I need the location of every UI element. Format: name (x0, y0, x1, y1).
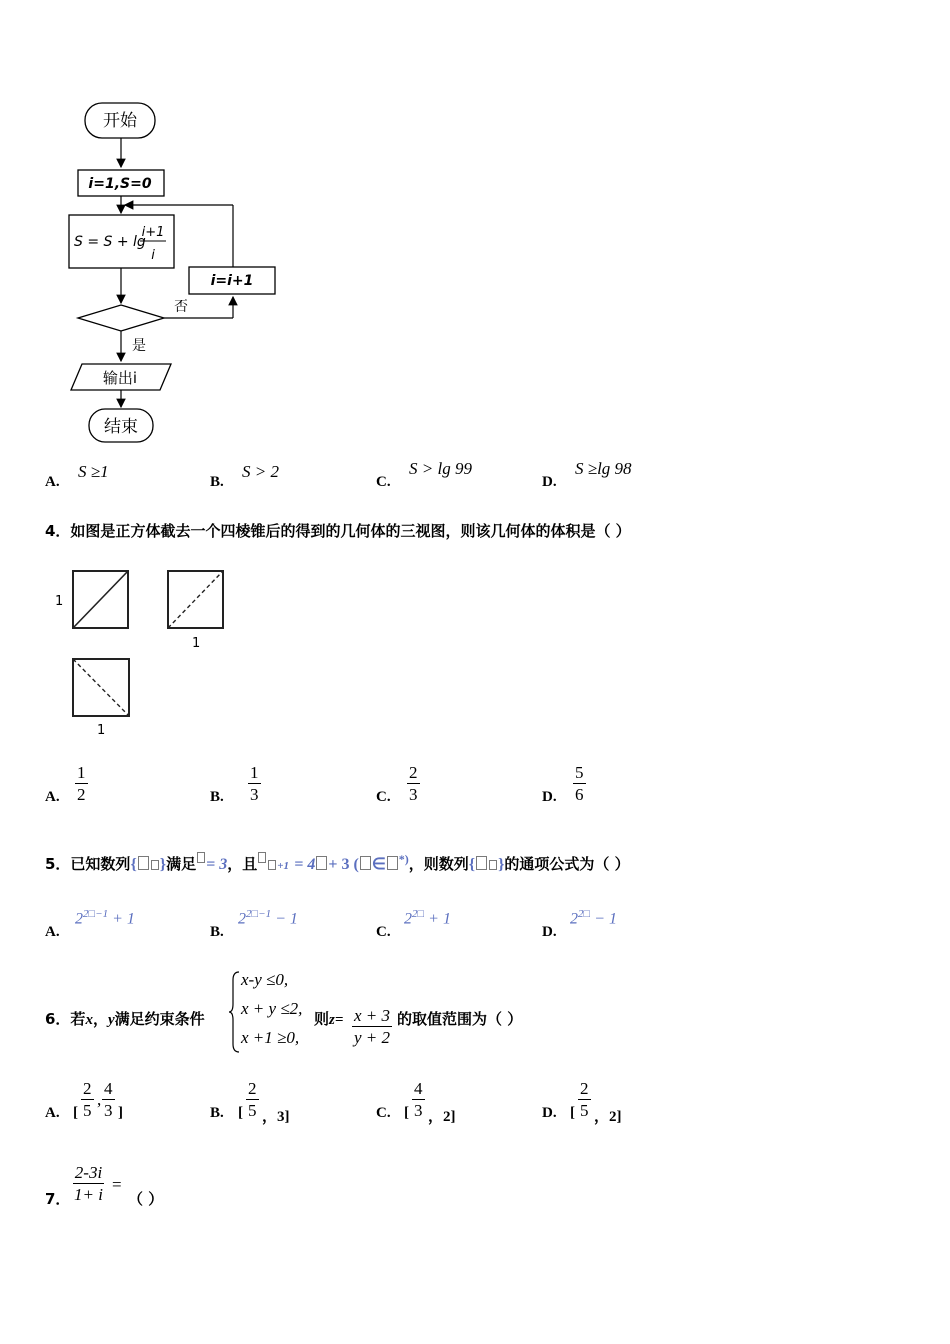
flow-end-text: 结束 (104, 417, 138, 437)
bracket-open: [ (570, 1105, 575, 1121)
bracket-open: [ (404, 1105, 409, 1121)
option-label: D. (542, 474, 557, 490)
option-label: C. (376, 789, 391, 805)
flowchart (60, 95, 290, 450)
side-view-width-label: 1 (192, 636, 201, 651)
option-fraction: $\frac{5}{6}$ (575, 763, 584, 804)
option-rest: ，3] (262, 1109, 290, 1125)
q6-stem-tail: 的取值范围为（ ） (397, 1010, 523, 1028)
option-fraction: $\frac{1}{2}$ (77, 763, 86, 804)
q7-answer-paren: （ ） (128, 1190, 164, 1208)
front-view-height-label: 1 (55, 594, 64, 609)
q4-stem: 4．如图是正方体截去一个四棱锥后的得到的几何体的三视图，则该几何体的体积是（ ） (45, 522, 631, 540)
option-rest: ，2] (428, 1109, 456, 1125)
option-label: C. (376, 924, 391, 940)
option-label: A. (45, 1105, 60, 1121)
flow-yes-label: 是 (132, 338, 146, 354)
option-expression: $2^{2□} + 1$ (404, 908, 451, 928)
option-label: B. (210, 789, 224, 805)
bracket-open: [ (238, 1105, 243, 1121)
option-label: B. (210, 1105, 224, 1121)
option-label: A. (45, 474, 60, 490)
z-fraction: $\frac{x + 3}{y + 2}$ (354, 1006, 391, 1047)
constraint-line: x +1 ≥0, (241, 1028, 300, 1047)
option-math: S > lg 99 (409, 459, 472, 478)
option-fraction: $\frac{1}{3}$ (250, 763, 259, 804)
q6-stem-then: 则z= (314, 1010, 344, 1028)
option-fraction: $\frac{2}{5}$ (248, 1079, 257, 1120)
bracket-close: ] (118, 1105, 123, 1121)
option-label: D. (542, 1105, 557, 1121)
option-label: C. (376, 1105, 391, 1121)
option-label: D. (542, 789, 557, 805)
option-rest: ，2] (594, 1109, 622, 1125)
option-fraction: $\frac{2}{5}$ (83, 1079, 92, 1120)
option-fraction: $\frac{4}{3}$ (414, 1079, 423, 1120)
q5-stem: 5．已知数列{ }满足 = 3，且 +1 = 4 + 3 ( ∈ *)，则数列{ }的通项公式为（ ） (45, 852, 630, 873)
q7-number: 7． (45, 1190, 71, 1208)
flow-decision-node (78, 305, 164, 331)
flow-start-text: 开始 (103, 111, 137, 131)
constraint-brace (229, 970, 241, 1054)
flow-assign-den: i (151, 248, 155, 263)
fraction-separator: , (97, 1090, 102, 1109)
top-view (73, 659, 129, 716)
constraint-line: x-y ≤0, (241, 970, 289, 989)
q7-fraction: $\frac{2-3i}{1+ i}$ (74, 1163, 103, 1204)
bracket-open: [ (73, 1105, 78, 1121)
option-label: B. (210, 474, 224, 490)
flow-increment-text: i=i+1 (210, 273, 254, 289)
option-math: S > 2 (242, 462, 279, 481)
option-fraction: $\frac{2}{3}$ (409, 763, 418, 804)
top-view-width-label: 1 (97, 723, 106, 738)
option-fraction: $\frac{4}{3}$ (104, 1079, 113, 1120)
q7-equals: = (112, 1175, 122, 1194)
option-label: A. (45, 789, 60, 805)
side-view (168, 571, 223, 628)
constraint-line: x + y ≤2, (241, 999, 303, 1018)
option-label: C. (376, 474, 391, 490)
flow-output-text: 输出i (102, 369, 138, 387)
flow-assign-num: i+1 (141, 225, 165, 240)
option-label: B. (210, 924, 224, 940)
option-label: A. (45, 924, 60, 940)
option-expression: $2^{2□-1} - 1$ (238, 908, 298, 928)
flow-init-text: i=1,S=0 (88, 176, 152, 192)
option-label: D. (542, 924, 557, 940)
option-expression: $2^{2□-1} + 1$ (75, 908, 135, 928)
q6-stem-lead: 6．若x，y满足约束条件 (45, 1010, 205, 1028)
option-math: S ≥1 (78, 462, 109, 481)
option-expression: $2^{2□} - 1$ (570, 908, 617, 928)
flow-no-label: 否 (174, 299, 188, 315)
option-math: S ≥lg 98 (575, 459, 632, 478)
flow-assign-lhs: S = S + lg (74, 234, 146, 250)
three-view-figure (50, 565, 240, 745)
constraint-system (241, 970, 302, 1057)
option-fraction: $\frac{2}{5}$ (580, 1079, 589, 1120)
